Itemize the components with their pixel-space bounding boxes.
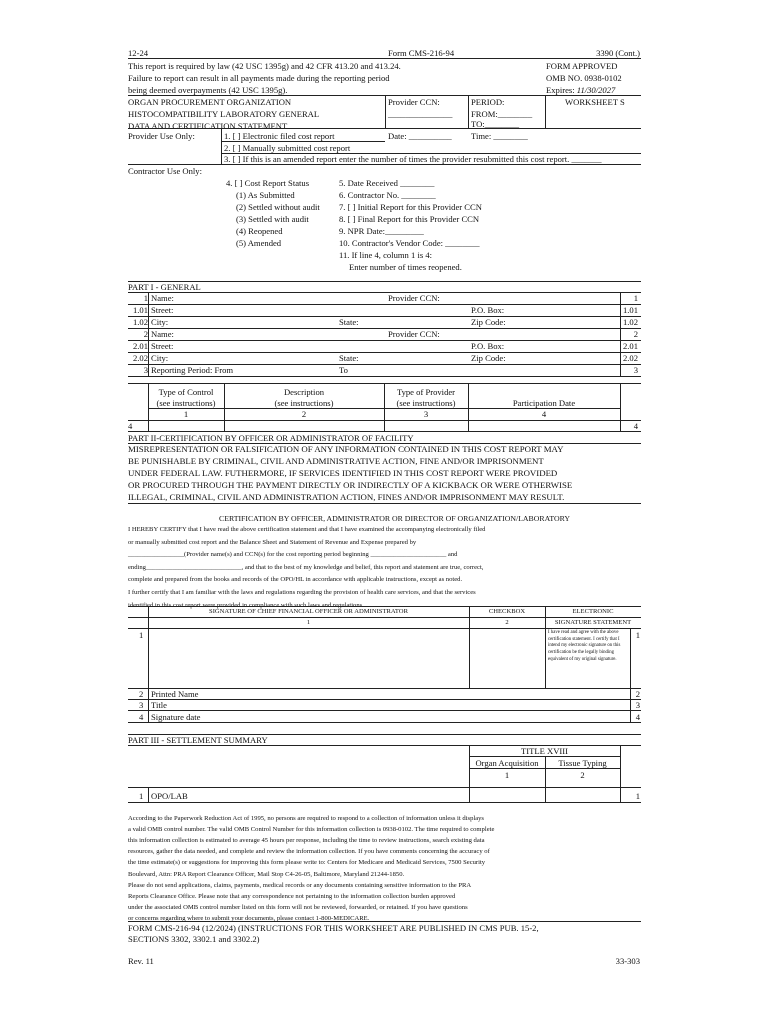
notice-line: According to the Paperwork Reduction Act of 1995, no persons are required to respond to a collection of information unless it displays [128,815,484,822]
cert-line: I HEREBY CERTIFY that I have read the above certification statement and that I have examined the accompanying electronically filed [128,526,486,533]
provider-use-label: Provider Use Only: [128,131,195,141]
line-number: 4 [128,421,133,431]
footer-form-line-2: SECTIONS 3302, 3302.1 and 3302.2) [128,934,260,944]
line-number: 3 [143,365,148,375]
notice-line: Please do not send applications, claims, payments, medical records or any documents containing sensitive information to the PRA [128,881,472,889]
time-field[interactable]: Time: ________ [471,131,528,141]
field-label-mid: State: [339,353,359,363]
contractor-field: 11. If line 4, column 1 is 4: [339,250,433,260]
input-field[interactable] [168,353,618,364]
contractor-field[interactable]: 6. Contractor No. ________ [339,190,436,200]
rule [128,503,641,504]
column-number: 2 [301,409,307,419]
legal-line-3: being deemed overpayments (42 USC 1395g). [128,85,288,95]
line-number-end: 3 [635,700,640,711]
row-rule [128,722,641,723]
title-line-2: HISTOCOMPATIBILITY LABORATORY GENERAL [128,109,320,119]
line-number: 2 [139,689,144,699]
line-number-end: 2 [635,689,640,699]
column-number: 1 [504,770,510,780]
column-rule [148,292,149,376]
column-header-note: (see instructions) [156,398,216,408]
notice-line: under the associated OMB control number listed on this form will not be reviewed, forwarded, or retained. If you have questions [128,903,468,911]
cert-line: ending_____________________________, and that to the best of my knowledge and belief, this report and statement are true, correct, [128,563,484,571]
input-field[interactable] [168,305,618,316]
field-label: Title [151,700,167,711]
period-label: PERIOD: [471,97,505,107]
warning-line: MISREPRESENTATION OR FALSIFICATION OF ANY INFORMATION CONTAINED IN THIS COST REPORT MAY [128,444,564,454]
title-block-bottom-rule [128,128,641,129]
field-label: Signature date [151,711,201,722]
expires-label: Expires: [546,85,575,95]
status-option: (5) Amended [236,238,282,248]
line-number: 1.02 [132,317,148,327]
header-top-rule [128,58,641,59]
field-label-mid: State: [339,317,359,327]
page-ref: 3390 (Cont.) [596,48,640,58]
status-option: (3) Settled with audit [236,214,309,224]
line-number: 3 [139,700,144,711]
contractor-field: Enter number of times reopened. [349,262,462,272]
line-number: 2.02 [132,353,148,363]
period-from-field[interactable]: FROM:________ [471,109,533,119]
signature-header: SIGNATURE OF CHIEF FINANCIAL OFFICER OR ADMINISTRATOR [209,608,408,615]
cert-heading: CERTIFICATION BY OFFICER, ADMINISTRATOR OR DIRECTOR OF ORGANIZATION/LABORATORY [219,514,570,523]
column-header-note: (see instructions) [274,398,334,408]
column-rule [469,787,470,802]
contractor-field[interactable]: 7. [ ] Initial Report for this Provider CCN [339,202,482,212]
warning-line: ILLEGAL, CRIMINAL, CIVIL AND ADMINISTRATION ACTION, FINES AND/OR IMPRISONMENT MAY RESULT. [128,492,565,502]
column-number: 1 [183,409,189,419]
input-field[interactable] [226,421,382,431]
field-label-right: Zip Code: [471,317,506,327]
cert-line: _________________(Provider name(s) and CCN(s) for the cost reporting period beginning _______________________ and [128,551,458,559]
line-number-end: 4 [635,711,640,722]
warning-line: UNDER FEDERAL LAW. FUTHERMORE, IF SERVICES IDENTIFIED IN THIS COST REPORT WERE PROVIDED [128,468,558,478]
notice-line: Reports Clearance Office. Please note that any correspondence not pertaining to the information collection burden approved [128,892,456,900]
field-label-right: P.O. Box: [471,341,505,351]
input-field[interactable] [150,421,222,431]
column-number: 4 [541,409,547,419]
contractor-use-label: Contractor Use Only: [128,166,202,176]
legal-line-2: Failure to report can result in all payments made during the reporting period [128,73,390,83]
expires-date: 11/30/2027 [576,85,616,95]
electronic-filed-checkbox[interactable]: 1. [ ] Electronic filed cost report [224,131,335,141]
amended-report-checkbox[interactable]: 3. [ ] If this is an amended report enter the number of times the provider resubmitted this cost report. _______ [224,154,602,164]
input-field[interactable] [200,689,628,699]
column-header: Organ Acquisition [475,758,539,768]
line-number-end: 1 [633,293,638,303]
electronic-signature-checkbox[interactable] [471,630,543,687]
period-to-field[interactable]: TO:________ [471,119,520,129]
rule [128,164,641,165]
field-label-ccn: Provider CCN: [388,329,440,339]
field-label: Reporting Period: From [151,365,234,375]
input-field[interactable] [168,365,618,376]
column-rule [620,292,621,376]
manually-submitted-checkbox[interactable]: 2. [ ] Manually submitted cost report [224,143,351,153]
part1-title: PART I - GENERAL [128,282,201,292]
divider [221,128,222,164]
row-label: OPO/LAB [151,791,188,801]
provider-ccn-field[interactable]: _______________ [388,109,453,119]
contractor-field[interactable]: 5. Date Received ________ [339,178,435,188]
divider [468,95,469,128]
input-field[interactable] [168,341,618,352]
form-approved: FORM APPROVED [546,61,618,71]
line-number: 1 [139,630,144,640]
column-rule [545,787,546,802]
line-number-end: 4 [633,421,638,431]
part3-title: PART III - SETTLEMENT SUMMARY [128,735,268,745]
title-line-3: DATA AND CERTIFICATION STATEMENT [128,121,288,131]
line-number: 1 [139,791,144,801]
field-label-right: Zip Code: [471,353,506,363]
divider [385,95,386,128]
warning-line: BE PUNISHABLE BY CRIMINAL, CIVIL AND ADMINISTRATIVE ACTION, FINE AND/OR IMPRISONMENT [128,456,544,466]
field-label: Name: [151,329,174,339]
column-number: 1 [306,619,311,626]
field-label-right: P.O. Box: [471,305,505,315]
notice-line: or concerns regarding where to submit your documents, please contact 1-800-MEDICARE. [128,914,370,922]
contractor-field[interactable]: 10. Contractor's Vendor Code: ________ [339,238,480,248]
checkbox-header: CHECKBOX [488,608,526,615]
electronic-signature-statement: I have read and agree with the above certification statement. I certify that I intend my electronic signature on this certification be the legally binding equivalent of my original signature. [548,630,621,662]
input-field[interactable] [200,700,628,710]
column-header: Description [283,387,325,397]
cert-line: I further certify that I am familiar with the laws and regulations regarding the provision of health care services, and that the services [128,589,476,596]
part2-title: PART II-CERTIFICATION BY OFFICER OR ADMINISTRATOR OF FACILITY [128,433,414,443]
provider-ccn-label: Provider CCN: [388,97,440,107]
footer-page-number: 33-303 [615,956,640,966]
legal-line-1: This report is required by law (42 USC 1395g) and 42 CFR 413.20 and 413.24. [128,61,401,71]
footer-rev: Rev. 11 [128,956,154,966]
input-field[interactable] [168,329,618,340]
line-number: 1 [143,293,148,303]
field-label: City: [151,317,169,327]
input-field[interactable] [168,293,618,304]
signature-field[interactable] [150,630,467,687]
field-label: Street: [151,341,174,351]
form-id: Form CMS-216-94 [388,48,455,58]
status-option: (2) Settled without audit [236,202,320,212]
input-field[interactable] [168,317,618,328]
date-field[interactable]: Date: __________ [388,131,452,141]
title-xviii: TITLE XVIII [520,746,568,756]
notice-line: a valid OMB control number. The valid OMB Control Number for this information collection is 0938-0102. The time required to complete [128,826,495,834]
column-header: Type of Provider [396,387,456,397]
cert-line: complete and prepared from the books and records of the OPO/HL in accordance with applicable instructions, except as noted. [128,576,463,584]
line-number-end: 3 [633,365,638,375]
input-field[interactable] [386,421,466,431]
input-field[interactable] [200,712,628,722]
line-number-end: 1 [635,630,640,640]
line-number-end: 1.02 [622,317,638,327]
field-label: Street: [151,305,174,315]
line-number-end: 2.02 [622,353,638,363]
column-header: Type of Control [158,387,214,397]
column-header-note: (see instructions) [396,398,456,408]
line-number-end: 2.01 [622,341,638,351]
warning-line: OR PROCURED THROUGH THE PAYMENT DIRECTLY OR INDIRECTLY OF A KICKBACK OR WERE OTHERWISE [128,480,573,490]
column-header: Participation Date [512,398,576,408]
signature-statement-header: SIGNATURE STATEMENT [554,619,632,626]
title-line-1: ORGAN PROCUREMENT ORGANIZATION [128,97,292,107]
field-label: Printed Name [151,689,199,699]
revision-date: 12-24 [128,48,149,58]
field-label: City: [151,353,169,363]
organ-acquisition-field[interactable] [471,788,543,801]
line-number-end: 2 [633,329,638,339]
contractor-field[interactable]: 8. [ ] Final Report for this Provider CCN [339,214,480,224]
column-header: Tissue Typing [558,758,607,768]
electronic-header: ELECTRONIC [572,608,614,615]
worksheet-id: WORKSHEET S [565,97,625,107]
field-label-mid: To [339,365,348,375]
divider [545,95,546,128]
status-option: (1) As Submitted [236,190,295,200]
column-number: 2 [580,770,585,780]
column-rule [620,745,621,787]
column-rule [620,787,621,802]
line-number: 2 [143,329,148,339]
tissue-typing-field[interactable] [547,788,618,801]
field-label-ccn: Provider CCN: [388,293,440,303]
line-number: 2.01 [132,341,148,351]
cert-line: identified in this cost report were provided in compliance with such laws and regulations. [128,601,364,609]
notice-line: Boulevard, Attn: PRA Report Clearance Officer, Mail Stop C4-26-05, Baltimore, Maryland 21244-1850. [128,870,405,878]
row-rule [128,376,641,377]
row-rule [128,802,641,803]
part1-top-rule [128,281,641,282]
column-rule [148,787,149,802]
line-number: 4 [139,711,144,722]
cert-line: or manually submitted cost report and the Balance Sheet and Statement of Revenue and Expense prepared by [128,538,417,546]
input-field[interactable] [470,421,618,431]
line-number-end: 1.01 [622,305,638,315]
field-label: Name: [151,293,174,303]
cost-report-status-checkbox[interactable]: 4. [ ] Cost Report Status [226,178,310,188]
footer-form-line-1: FORM CMS-216-94 (12/2024) (INSTRUCTIONS FOR THIS WORKSHEET ARE PUBLISHED IN CMS PUB. 15-2, [128,923,539,933]
column-number: 2 [505,619,509,626]
notice-line: this information collection is estimated to average 45 hours per response, including the time to review instructions, search existing data [128,837,485,845]
line-number: 1.01 [132,305,148,315]
notice-line: the time estimate(s) or suggestions for improving this form please write to: Centers for Medicare and Medicaid Services, 7500 Security [128,859,486,867]
column-number: 3 [423,409,429,419]
omb-number: OMB NO. 0938-0102 [546,73,622,83]
status-option: (4) Reopened [236,226,283,236]
contractor-field[interactable]: 9. NPR Date:_________ [339,226,424,236]
line-number-end: 1 [635,791,640,801]
notice-line: resources, gather the data needed, and complete and review the information collection. If you have comments concerning the accuracy of [128,848,490,856]
